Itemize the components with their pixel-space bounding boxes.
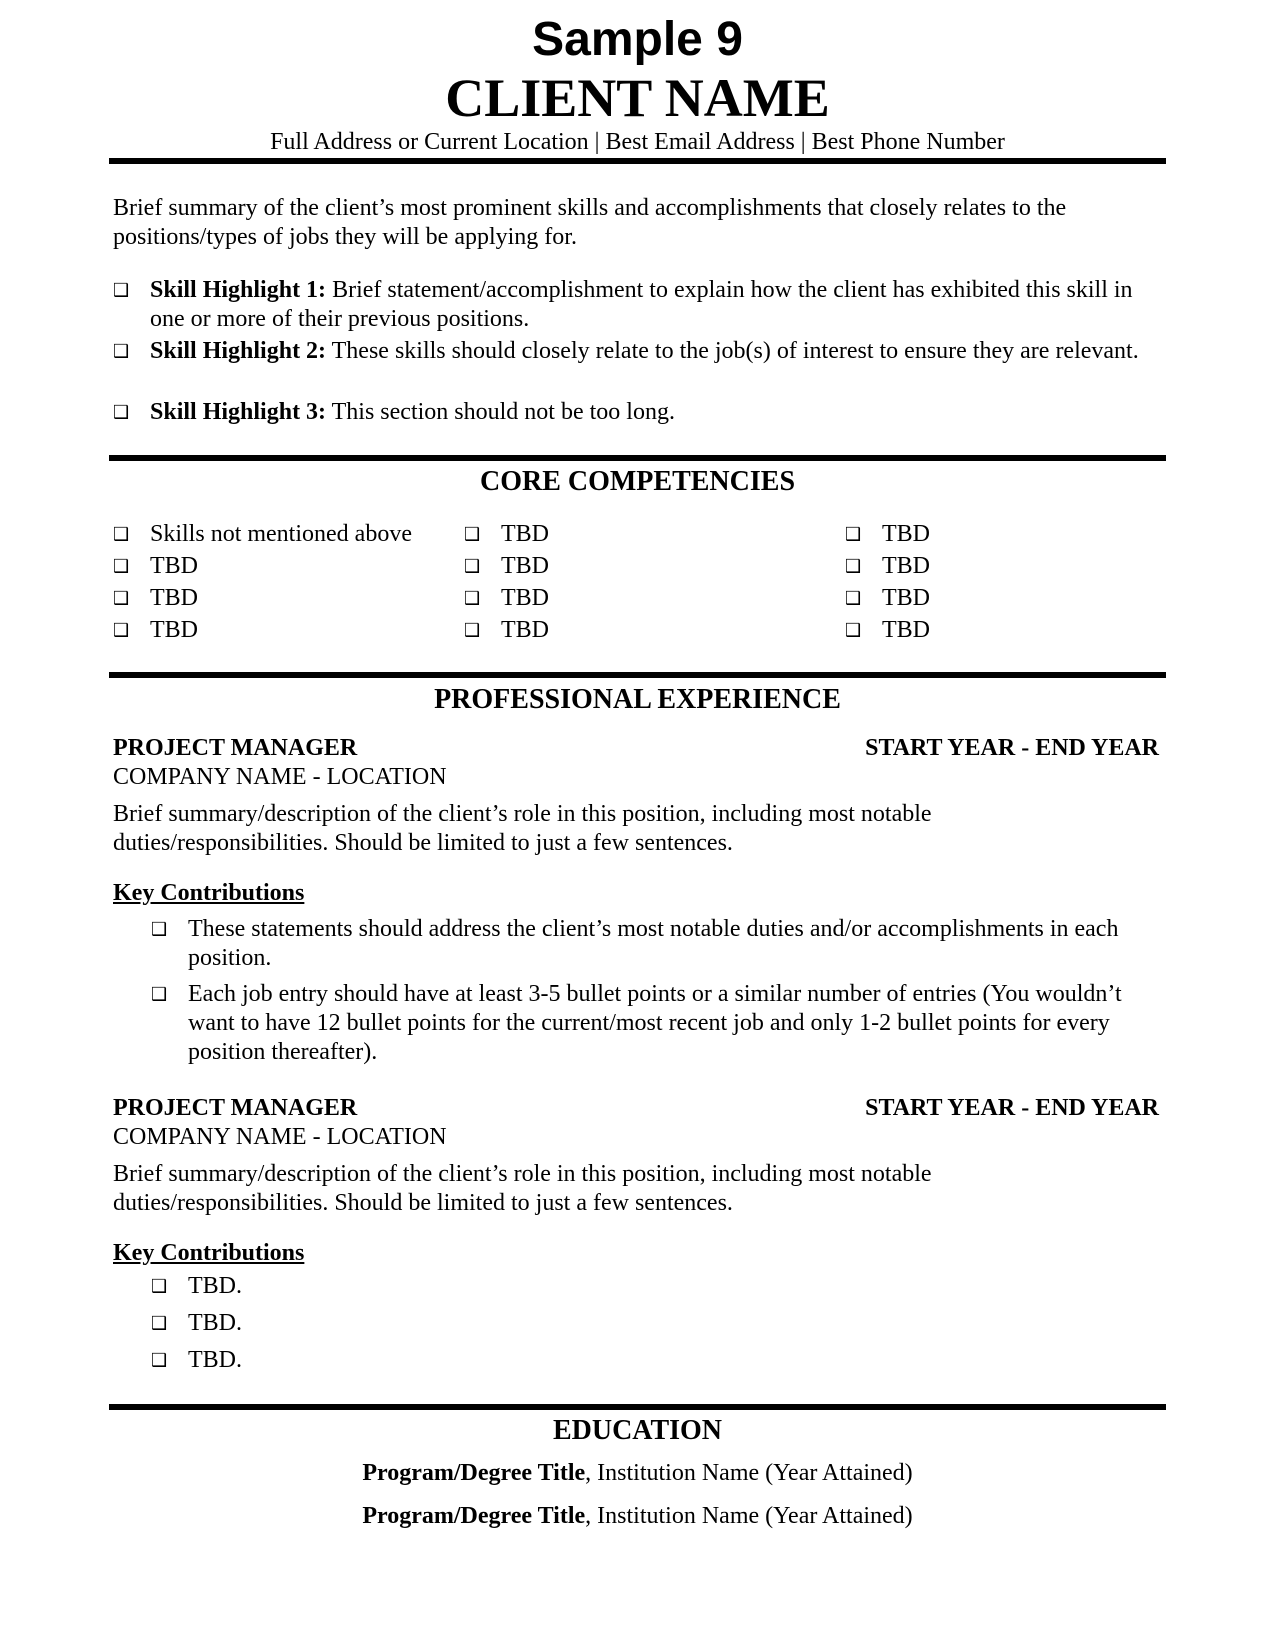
checkbox-icon: ❑ [113,402,130,423]
sample-label: Sample 9 [532,13,743,66]
skill-highlight-item [113,398,1163,427]
competency-item: ❑ TBD [464,553,549,579]
skill-highlight-text: Brief statement/accomplishment to explain how the client has exhibited this skill in one or more of their previous positions. [150,277,1133,332]
skill-highlight-text: This section should not be too long. [331,399,675,425]
job-title: PROJECT MANAGER [113,1095,358,1121]
checkbox-icon: ❑ [464,620,481,641]
contribution-item: ❑ TBD. [151,1347,242,1373]
competency-item: ❑ Skills not mentioned above [113,521,412,547]
company-location: COMPANY NAME - LOCATION [113,1124,447,1150]
checkbox-icon: ❑ [845,524,862,545]
job-summary: Brief summary/description of the client’s role in this position, including most notable duties/responsibilities. Should be limited to just a few sentences. [113,801,932,856]
checkbox-icon: ❑ [464,524,481,545]
section-divider [109,1404,1166,1410]
summary-text: Brief summary of the client’s most prominent skills and accomplishments that closely relates to the positions/types of jobs they will be applying for. [113,195,1067,250]
skill-highlight-label: Skill Highlight 1: [150,277,327,303]
checkbox-icon: ❑ [113,588,130,609]
contribution-item: ❑ Each job entry should have at least 3-5 bullet points or a similar number of entries (You wouldn’t want to have 12 bullet points for the current/most recent job and only 1-2 bullet points for every position thereafter). [151,981,1122,1065]
contribution-item: ❑ TBD. [151,1310,242,1336]
competency-item: ❑ TBD [845,617,930,643]
checkbox-icon: ❑ [464,588,481,609]
checkbox-icon: ❑ [151,919,168,940]
checkbox-icon: ❑ [151,1313,168,1334]
checkbox-icon: ❑ [151,1276,168,1297]
skill-highlight-item [113,276,1163,334]
contribution-item: ❑ TBD. [151,1273,242,1299]
job-dates: START YEAR - END YEAR [865,735,1159,761]
section-divider [109,672,1166,678]
section-title-experience: PROFESSIONAL EXPERIENCE [434,684,841,715]
key-contributions-heading: Key Contributions [113,880,305,906]
contribution-item: ❑ These statements should address the client’s most notable duties and/or accomplishments in each position. [151,916,1119,971]
skill-highlight-label: Skill Highlight 2: [150,338,327,364]
competency-item: ❑ TBD [113,585,198,611]
contact-line: Full Address or Current Location | Best Email Address | Best Phone Number [270,129,1005,155]
section-title-competencies: CORE COMPETENCIES [479,466,796,497]
competency-item: ❑ TBD [845,521,930,547]
checkbox-icon: ❑ [464,556,481,577]
checkbox-icon: ❑ [113,341,130,362]
checkbox-icon: ❑ [151,984,168,1005]
competency-item: ❑ TBD [464,521,549,547]
checkbox-icon: ❑ [845,588,862,609]
competency-item: ❑ TBD [845,553,930,579]
section-divider [109,455,1166,461]
checkbox-icon: ❑ [845,556,862,577]
key-contributions-heading: Key Contributions [113,1240,305,1266]
job-summary: Brief summary/description of the client’s role in this position, including most notable duties/responsibilities. Should be limited to just a few sentences. [113,1161,932,1216]
checkbox-icon: ❑ [113,556,130,577]
education-entry: Program/Degree Title, Institution Name (Year Attained) [362,1503,913,1529]
header-divider [109,158,1166,164]
client-name: CLIENT NAME [445,68,830,128]
checkbox-icon: ❑ [845,620,862,641]
job-title: PROJECT MANAGER [113,735,358,761]
competency-item: ❑ TBD [464,585,549,611]
skill-highlight-label: Skill Highlight 3: [150,399,327,425]
section-title-education: EDUCATION [552,1415,723,1446]
checkbox-icon: ❑ [113,280,130,301]
checkbox-icon: ❑ [113,524,130,545]
skill-highlight-text: These skills should closely relate to the job(s) of interest to ensure they are relevant. [331,338,1139,364]
competency-item: ❑ TBD [113,553,198,579]
company-location: COMPANY NAME - LOCATION [113,764,447,790]
checkbox-icon: ❑ [113,620,130,641]
job-dates: START YEAR - END YEAR [865,1095,1159,1121]
checkbox-icon: ❑ [151,1350,168,1371]
competency-item: ❑ TBD [113,617,198,643]
education-entry: Program/Degree Title, Institution Name (Year Attained) [362,1460,913,1486]
skill-highlight-item [113,337,1163,366]
competency-item: ❑ TBD [464,617,549,643]
competency-item: ❑ TBD [845,585,930,611]
